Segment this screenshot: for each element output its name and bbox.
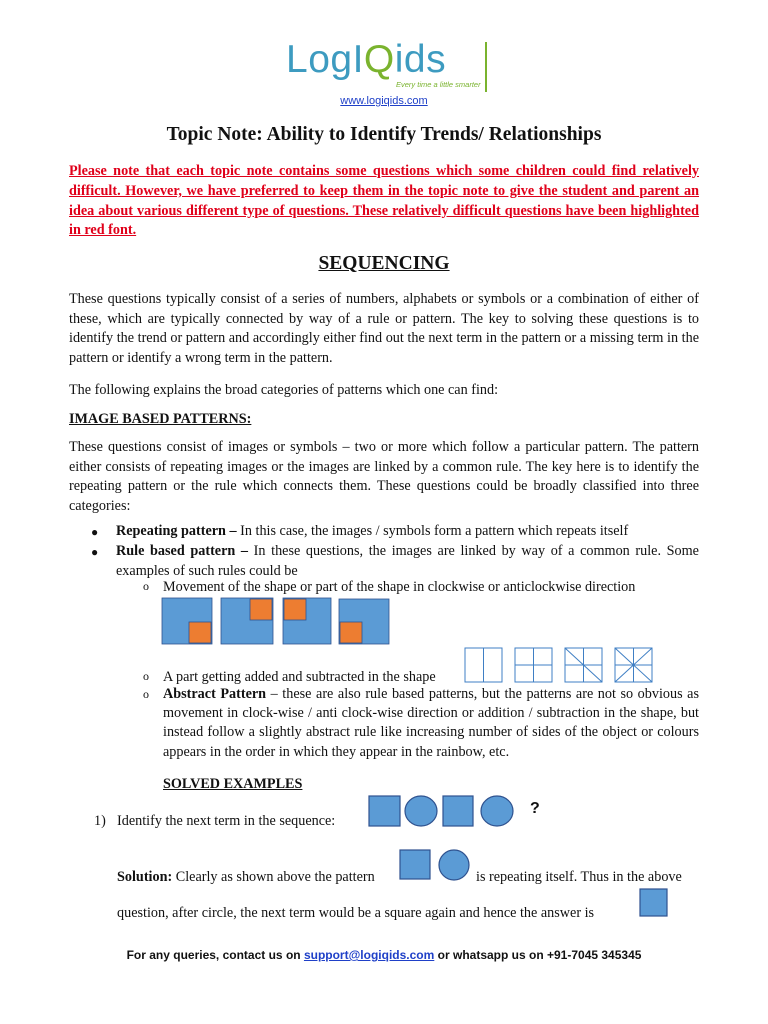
sub-item-movement: Movement of the shape or part of the shape in clockwise or anticlockwise direction (163, 579, 636, 595)
section-heading: SEQUENCING (318, 253, 450, 274)
footer-phone: +91-7045 345345 (547, 948, 642, 962)
solved-examples-heading: SOLVED EXAMPLES (163, 776, 303, 792)
footer-prefix: For any queries, contact us on (126, 948, 304, 962)
bullet-icon: ● (91, 545, 99, 559)
abstract-text: – these are also rule based patterns, but the patterns are not so obvious as movement in clock-wise / anti clock-wise direction or addition / subtraction in the shape, but instead follow a slightly abstract rule like increasing number of sides of the object or colours appears in the order in which they appear in the rainbow, etc. (163, 686, 700, 760)
categories-intro: The following explains the broad categories of patterns which one can find: (69, 382, 499, 398)
image-patterns-paragraph: These questions consist of images or symbols – two or more which follow a particular pattern. The pattern either consists of repeating images or the images are linked by a common rule. The key here is to identify the repeating pattern or the rule which connects them. These questions could be broadly classified into three categories: (69, 439, 699, 514)
bullet-label: Repeating pattern – (116, 523, 237, 539)
solution-line-1b: is repeating itself. Thus in the above (476, 869, 682, 885)
logo-tagline: Every time a little smarter (396, 80, 481, 89)
question-text: Identify the next term in the sequence: (117, 813, 336, 829)
bullet-label: Rule based pattern – (116, 543, 249, 559)
solution-text-1: Clearly as shown above the pattern (172, 869, 375, 885)
support-email-link[interactable]: support@logiqids.com (303, 948, 435, 962)
footer (0, 948, 768, 962)
logo-text-2: ids (394, 38, 447, 81)
intro-paragraph: These questions typically consist of a series of numbers, alphabets or symbols or a combination of either of these, which are typically connected by way of a rule or pattern. The key to solving these questions is to identify the trend or pattern and accordingly either find out the next term in the pattern or a missing term in the pattern or identify a wrong term in the pattern. (69, 291, 699, 366)
bullet-icon: ● (91, 525, 99, 539)
footer-middle: or whatsapp us on (434, 948, 547, 962)
solution-label: Solution: (117, 869, 173, 885)
logo-text-q: Q (363, 38, 395, 81)
sub-marker: o (143, 669, 149, 683)
difficulty-note: Please note that each topic note contains some questions which some children could find relatively difficult. However, we have preferred to keep them in the topic note to give the student and parent an idea about various different type of questions. These relatively difficult questions have been highlighted in red font. (69, 163, 699, 239)
question-number: 1) (94, 813, 106, 829)
solution-line-2: question, after circle, the next term would be a square again and hence the answer is (117, 905, 595, 921)
sub-marker: o (143, 687, 149, 701)
website-link[interactable]: www.logiqids.com (340, 95, 428, 107)
bullet-text: In these questions, the images are linked by way of a common rule. Some examples of such rules could be (116, 543, 699, 579)
logo-text-1: LogI (286, 38, 364, 81)
sub-marker: o (143, 579, 149, 593)
bullet-text: In this case, the images / symbols form a pattern which repeats itself (236, 523, 629, 539)
page-title: Topic Note: Ability to Identify Trends/ Relationships (166, 124, 602, 145)
image-patterns-heading: IMAGE BASED PATTERNS: (69, 411, 252, 427)
sub-item-added-subtracted: A part getting added and subtracted in the shape (163, 669, 436, 685)
abstract-label: Abstract Pattern (163, 686, 267, 702)
question-mark: ? (530, 800, 540, 817)
